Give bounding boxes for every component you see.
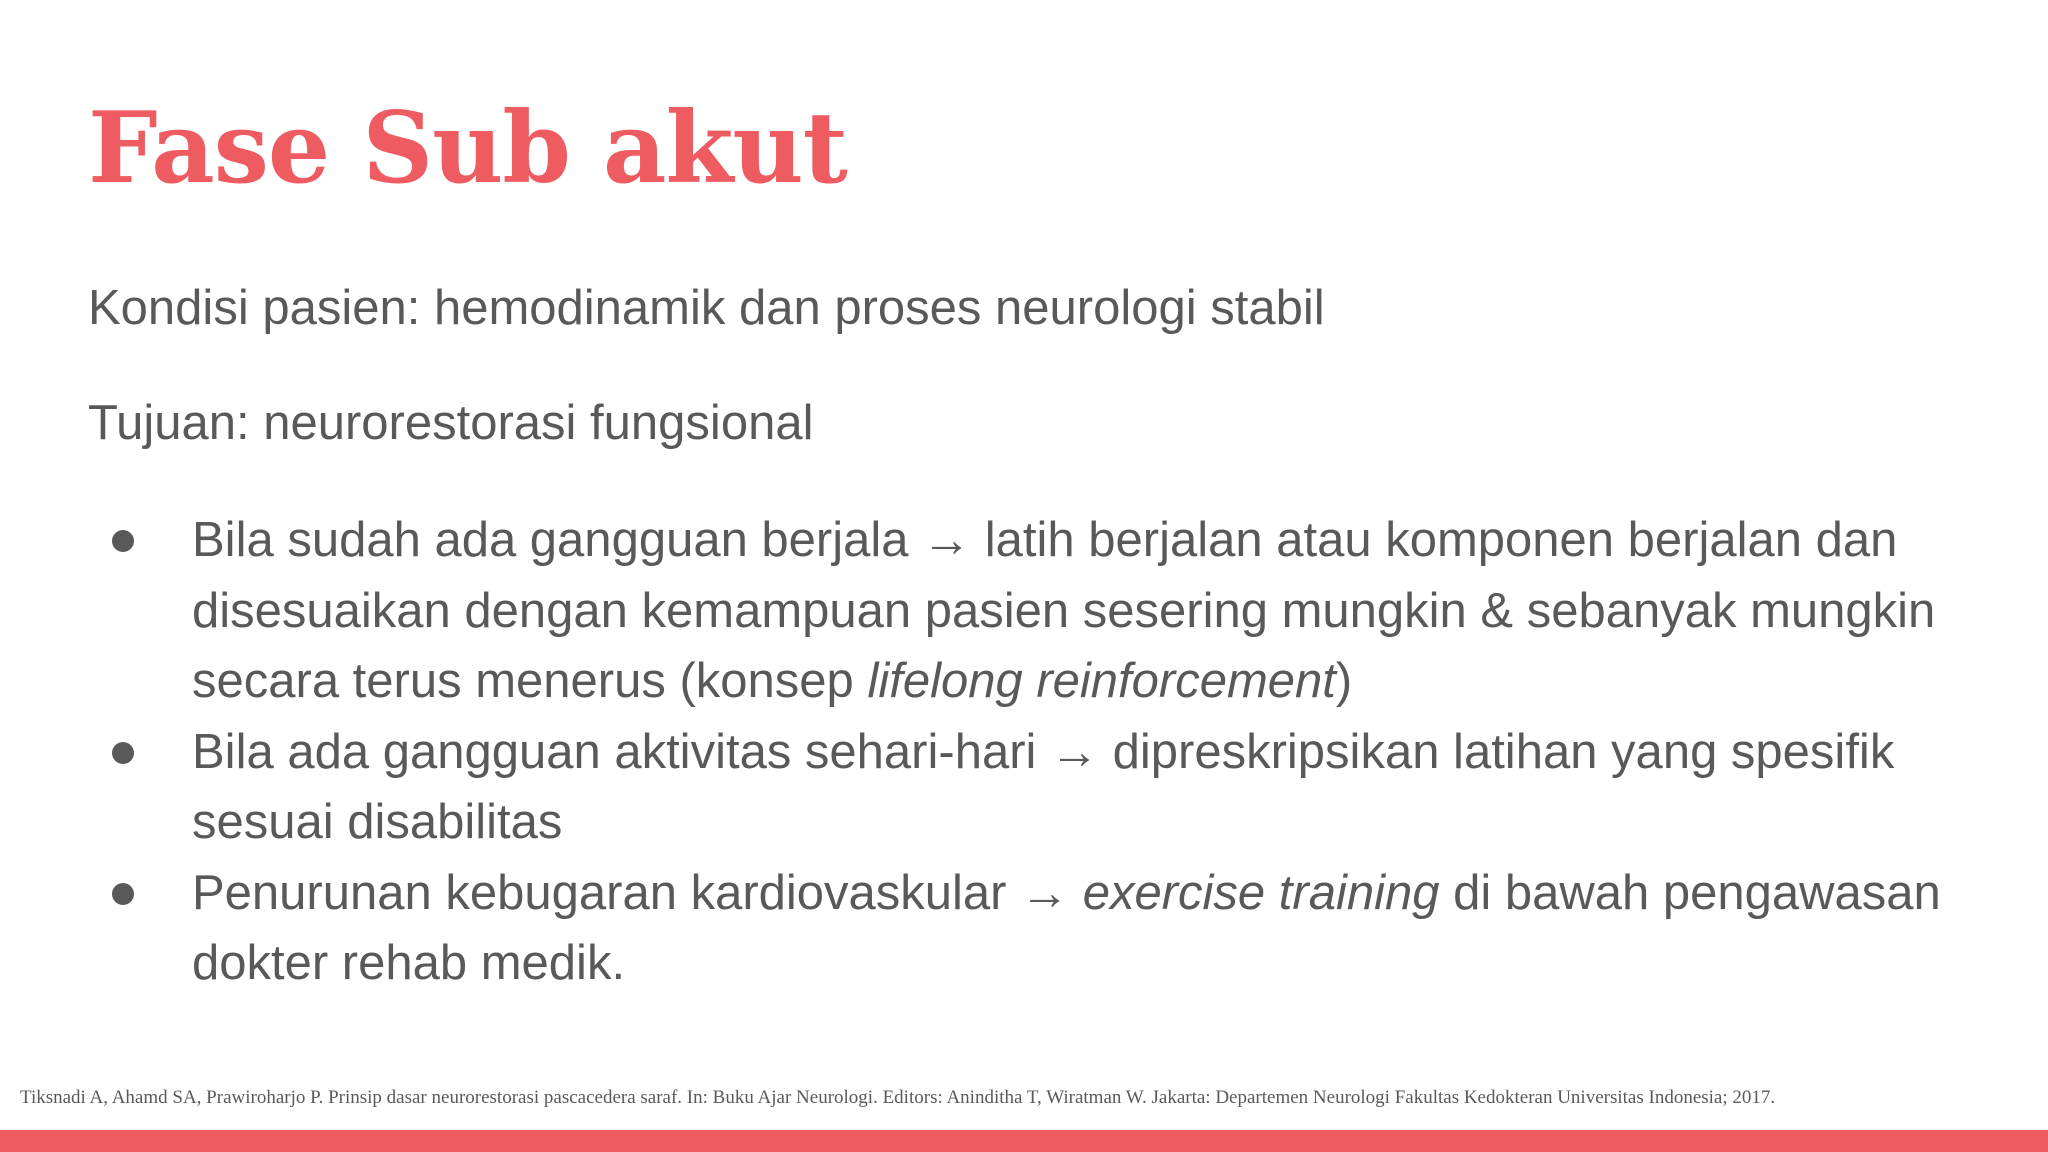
bullet-dot-icon [112, 742, 134, 764]
bullet-row: Bila ada gangguan aktivitas sehari-hari → dipreskripsikan latihan yang spesifik [192, 724, 1895, 779]
bullet-row-italic: exercise training [1082, 865, 1440, 920]
bullet-item-walking [0, 505, 1992, 717]
bullet-row-text: ) [1335, 654, 1353, 708]
bullet-dot-icon [112, 883, 134, 905]
bullet-row [192, 858, 1992, 929]
bullet-text [192, 505, 1992, 717]
bullet-row: disesuaikan dengan kemampuan pasien sesering mungkin & sebanyak mungkin [192, 583, 1936, 638]
bullet-list [0, 505, 2048, 999]
bullet-item-daily-activities [0, 717, 1992, 858]
slide-title: Fase Sub akut [88, 91, 847, 206]
bullet-row: dokter rehab medik. [192, 936, 626, 990]
bullet-text [192, 858, 1992, 999]
goal-text: Tujuan: neurorestorasi fungsional [88, 396, 814, 450]
bullet-row-text: Penurunan kebugaran kardiovaskular → [192, 865, 1083, 920]
bullet-row: Bila sudah ada gangguan berjala → latih berjalan atau komponen berjalan dan [192, 513, 1898, 567]
bullet-text [192, 717, 1992, 858]
bullet-dot-icon [112, 530, 134, 552]
bottom-accent-bar [0, 1130, 2048, 1152]
bullet-item-cardio-fitness [0, 858, 1992, 999]
bullet-row-italic: lifelong reinforcement [867, 654, 1336, 708]
citation-text: Tiksnadi A, Ahamd SA, Prawiroharjo P. Prinsip dasar neurorestorasi pascacedera saraf. In: Buku Ajar Neurologi. Editors: Aninditha T, Wiratman W. Jakarta: Departemen Neurologi Fakultas Kedokteran Universitas Indonesia; 2017. [20, 1087, 1776, 1108]
bullet-row-text: secara terus menerus (konsep [192, 654, 868, 708]
bullet-row [192, 646, 1992, 717]
patient-condition-text: Kondisi pasien: hemodinamik dan proses neurologi stabil [88, 281, 1325, 335]
bullet-row-text: di bawah pengawasan [1439, 865, 1941, 920]
bullet-row: sesuai disabilitas [192, 795, 563, 849]
